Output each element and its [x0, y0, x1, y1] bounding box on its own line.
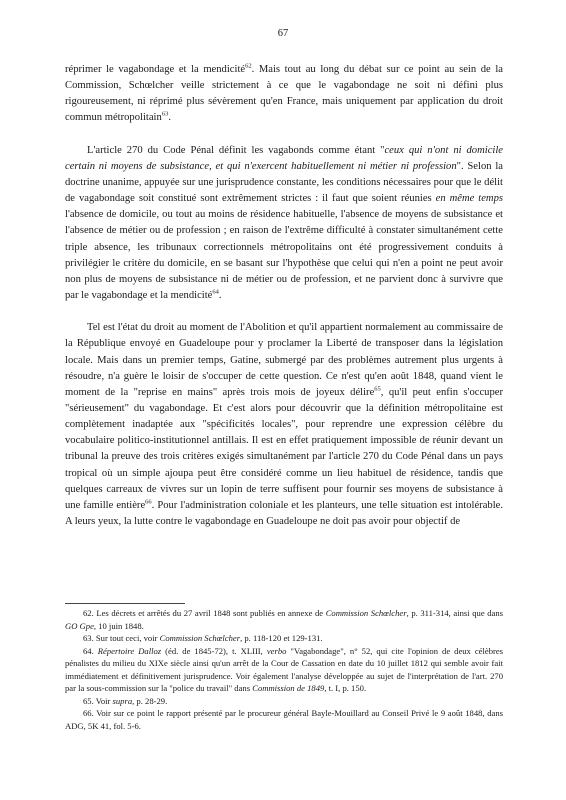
- text-run: , p. 28-29.: [132, 695, 168, 706]
- text-run: ". Selon la doctrine unanime, appuyée sur une jurisprudence constante, les conditions nécessaires pour que le délit de vagabondage soit constitué sont extrêmement strictes : il faut que soient réunies: [65, 160, 503, 205]
- text-run: .: [168, 112, 171, 124]
- page-number: 67: [277, 28, 289, 39]
- text-run: , qu'il peut enfin s'occuper "sérieusement" du vagabondage. Et c'est alors pour découvrir que la définition métropolitaine est complètement inadaptée aux "spécificités locales", pour reprendre une expression célèbre du vocabulaire politico-institutionnel antillais. Il est en effet pratiquement impossible de réunir devant un tribunal la preuve des trois critères exigés simultanément par l'article 270 du Code Pénal dans un pays tropical où un simple ajoupa peut être considéré comme un lieu habituel de résidence, tandis que quelques carreaux de vivres sur un lopin de terre suffisent pour fournir ses moyens de subsistance à une famille entière: [65, 386, 503, 511]
- footnotes: [65, 607, 503, 732]
- footnote: [65, 607, 503, 632]
- footnote-ref: 64: [212, 288, 219, 296]
- text-run: "Vagabondage", n° 52, qui cite l'opinion de deux célèbres pénalistes du milieu du XIXe siècle ainsi qu'un arrêt de la Cour de Cassation en date du 10 juillet 1812 qui semble avoir fait immédiatement et définitivement jurisprudence. Voir également l'analyse développée au sujet de l'interprétation de l'art. 270 par la sous-commission sur la "police du travail" dans: [65, 645, 504, 693]
- footnote-ref: 62: [245, 62, 252, 70]
- italic-text: Commission Schœlcher: [325, 608, 407, 618]
- text-run: 64.: [83, 645, 98, 656]
- italic-text: Commission de 1849: [252, 683, 325, 693]
- body-text: [65, 62, 503, 530]
- footnote-ref: 63: [161, 110, 169, 118]
- text-run: Tel est l'état du droit au moment de l'Abolition et qu'il appartient normalement au commissaire de la République envoyé en Guadeloupe pour y proclamer la Liberté de transposer dans la législation locale. Mais dans un premier temps, Gatine, submergé par des problèmes autrement plus urgents à résoudre, n'a guère le loisir de s'occuper de cette question. Ce n'est qu'en août 1848, quand vient le moment de la "reprise en mains" après trois mois de joyeux délire: [65, 322, 503, 398]
- footnote-ref: 66: [145, 498, 152, 506]
- paragraph: [65, 143, 503, 305]
- footnote-ref: 65: [374, 385, 381, 393]
- italic-text: Commission Schœlcher: [159, 633, 241, 643]
- text-run: , t. I, p. 150.: [324, 683, 367, 693]
- text-run: 63. Sur tout ceci, voir: [83, 633, 160, 643]
- italic-text: GO Gpe: [65, 620, 94, 631]
- footnote: [65, 632, 503, 645]
- italic-text: verbo: [266, 645, 287, 656]
- footnote: [65, 695, 503, 708]
- text-run: , p. 118-120 et 129-131.: [240, 633, 323, 643]
- paragraph: [65, 320, 503, 530]
- text-run: , 10 juin 1848.: [93, 620, 144, 631]
- text-run: (éd. de 1845-72), t. XLIII,: [161, 645, 267, 656]
- italic-text: Répertoire Dalloz: [97, 645, 162, 656]
- text-run: . Mais tout au long du débat sur ce point au sein de la Commission, Schœlcher veille strictement à ce que le vagabondage ne soit ni défini plus rigoureusement, ni réprimé plus sévèrement qu'en France, mais uniquement par application du droit commun métropolitain: [65, 64, 503, 124]
- text-run: 62. Les décrets et arrêtés du 27 avril 1848 sont publiés en annexe de: [83, 608, 326, 618]
- text-run: , p. 311-314, ainsi que dans: [406, 608, 503, 618]
- italic-text: supra: [112, 695, 133, 706]
- text-run: . Pour l'administration coloniale et les planteurs, une telle situation est intolérable. A leurs yeux, la lutte contre le vagabondage en Guadeloupe ne doit pas avoir pour objectif de: [65, 499, 503, 528]
- paragraph: [65, 62, 503, 127]
- text-run: L'article 270 du Code Pénal définit les vagabonds comme étant ": [87, 144, 385, 156]
- text-run: l'absence de domicile, ou tout au moins de résidence habituelle, l'absence de moyens de subsistance et l'absence de métier ou de profession ; en raison de l'extrême difficulté à constater simultanément cette triple absence, les tribunaux correctionnels métropolitains ont été progressivement conduits à privilégier le critère du domicile, en se basant sur l'hypothèse que celui qui n'en a point ne peut avoir non plus de moyens de subsistance ni de métier ou de profession, et ne parvient donc à survivre que par le vagabondage et la mendicité: [65, 209, 503, 302]
- footnote: [65, 707, 503, 732]
- footnote-separator: [65, 603, 185, 604]
- text-run: réprimer le vagabondage et la mendicité: [65, 64, 246, 75]
- italic-text: en même temps: [435, 193, 504, 205]
- italic-text: ceux qui n'ont ni domicile certain ni moyens de subsistance, et qui n'exercent habituellement ni métier ni profession: [65, 144, 503, 172]
- text-run: 66. Voir sur ce point le rapport présenté par le procureur général Bayle-Mouillard au Conseil Privé le 9 août 1848, dans ADG, 5K 41, fol. 5-6.: [65, 708, 503, 731]
- footnote: [65, 645, 503, 695]
- text-run: 65. Voir: [83, 695, 113, 706]
- text-run: .: [218, 290, 222, 302]
